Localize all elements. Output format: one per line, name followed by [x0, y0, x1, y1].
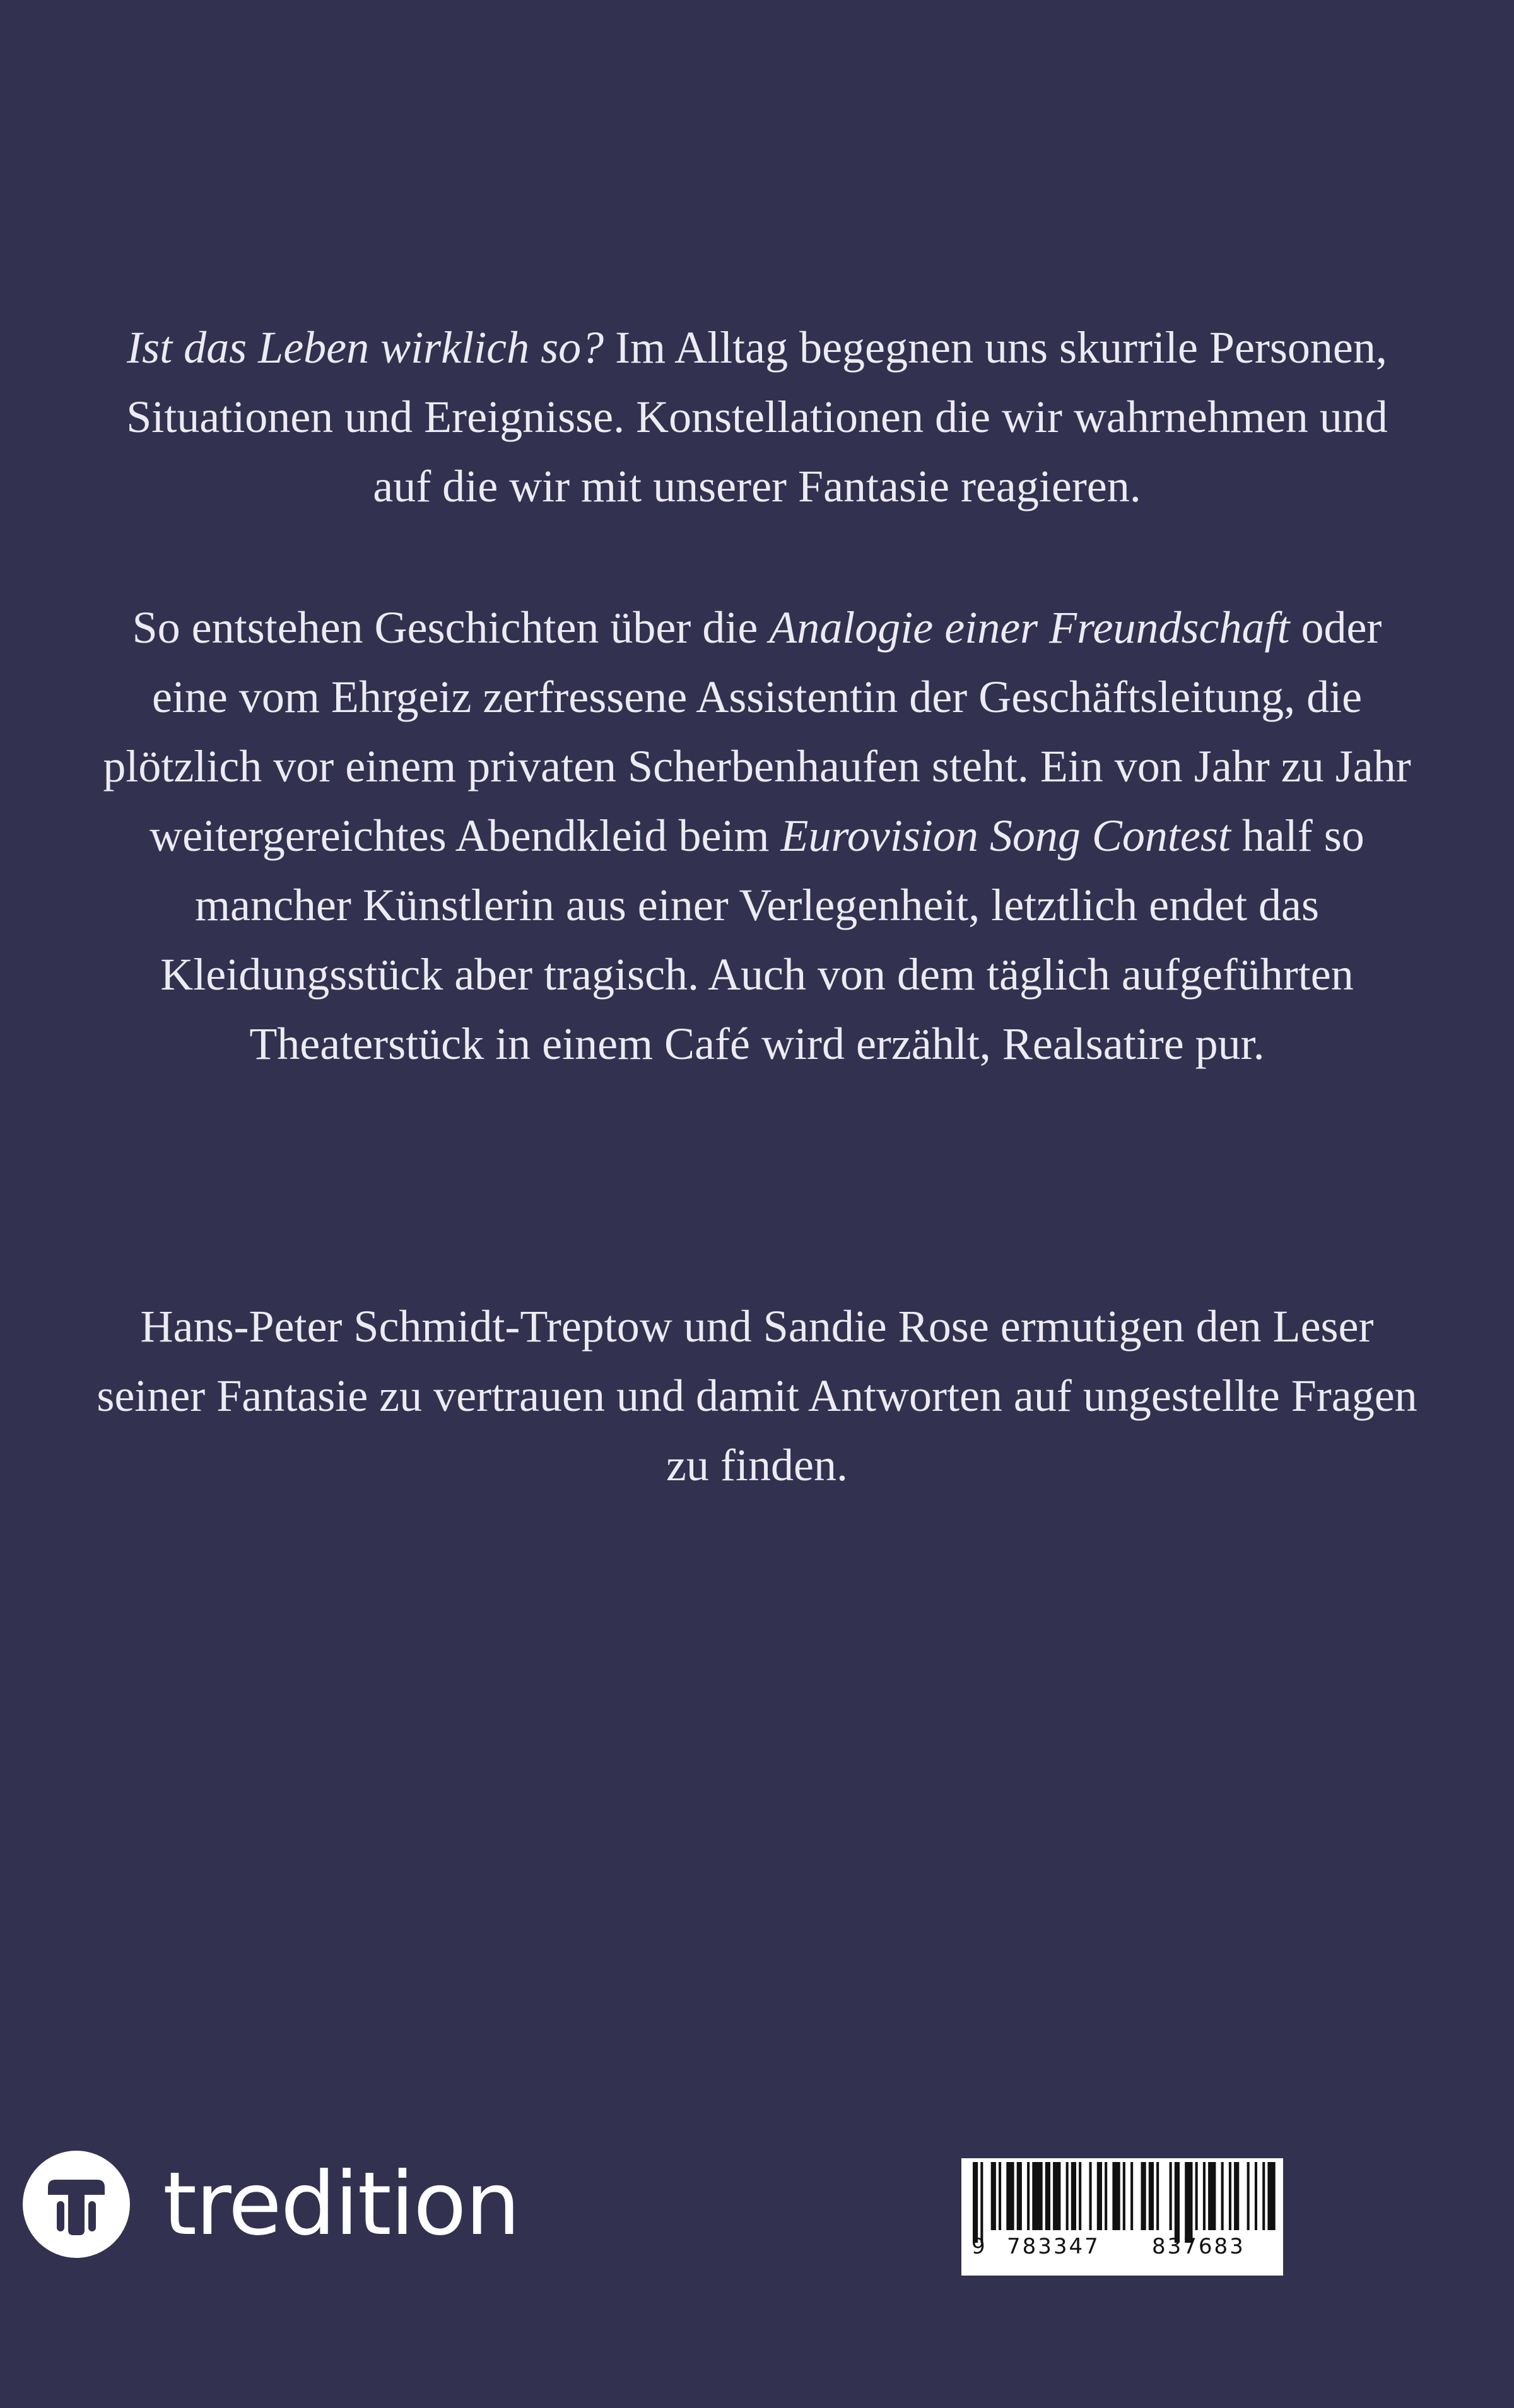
barcode-bar — [1149, 2162, 1154, 2230]
blurb-paragraph-2 — [95, 593, 1419, 1078]
barcode-bar — [1105, 2162, 1107, 2230]
barcode-bar — [991, 2162, 996, 2230]
isbn-right-group: 837683 — [1152, 2234, 1245, 2259]
barcode-bar — [1267, 2162, 1275, 2230]
barcode-bars — [969, 2162, 1276, 2243]
blurb-paragraph-2-text-b: oder eine vom Ehrgeiz zerfressene Assistentin der Geschäftsleitung, die plötzlich vor einem privaten Scherbenhaufen steht. Ein von Jahr zu Jahr weitergereichtes Abendkleid beim — [103, 602, 1411, 861]
barcode-bar — [1089, 2162, 1092, 2230]
barcode-bar — [1112, 2162, 1120, 2230]
barcode-bar — [1170, 2162, 1172, 2230]
barcode-bar — [1195, 2162, 1198, 2230]
barcode-bar — [1262, 2162, 1265, 2230]
blurb-italic-title-1: Analogie einer Freundschaft — [769, 602, 1290, 653]
isbn-barcode — [961, 2158, 1283, 2276]
blurb-paragraph-3-text: Hans-Peter Schmidt-Treptow und Sandie Rose ermutigen den Leser seiner Fantasie zu vertrauen und damit Antworten auf ungestellte Fragen zu finden. — [97, 1301, 1417, 1490]
barcode-bar — [1032, 2162, 1042, 2230]
publisher-name: tredition — [163, 2153, 519, 2255]
barcode-bar — [1130, 2162, 1133, 2230]
blurb-paragraph-3 — [95, 1292, 1419, 1500]
barcode-bar — [1185, 2162, 1192, 2243]
barcode-bar — [1175, 2162, 1180, 2243]
blurb-paragraph-1 — [95, 313, 1419, 521]
barcode-bar — [973, 2162, 978, 2243]
barcode-bar — [1141, 2162, 1146, 2230]
barcode-bar — [1045, 2162, 1050, 2230]
barcode-bar — [1006, 2162, 1014, 2230]
barcode-bar — [1066, 2162, 1069, 2230]
barcode-bar — [1079, 2162, 1081, 2230]
barcode-bar — [1234, 2162, 1239, 2230]
blurb-italic-question: Ist das Leben wirklich so? — [127, 322, 604, 373]
barcode-bar — [1123, 2162, 1125, 2230]
barcode-bar — [1203, 2162, 1206, 2230]
blurb-paragraph-2-text-a: So entstehen Geschichten über die — [132, 602, 770, 653]
blurb-paragraph-1-text: Im Alltag begegnen uns skurrile Personen, Situationen und Ereignisse. Konstellationen die wir wahrnehmen und auf die wir mit unserer Fantasie reagieren. — [126, 322, 1388, 511]
barcode-bar — [1208, 2162, 1216, 2230]
barcode-bar — [1017, 2162, 1022, 2230]
blurb-italic-title-2: Eurovision Song Contest — [780, 810, 1231, 861]
barcode-bar — [1247, 2162, 1250, 2230]
barcode-bar — [1156, 2162, 1159, 2230]
isbn-left-group: 783347 — [1007, 2234, 1100, 2259]
barcode-bar — [1053, 2162, 1060, 2230]
barcode-bar — [1221, 2162, 1224, 2230]
publisher-logo — [23, 2151, 519, 2258]
barcode-bar — [999, 2162, 1001, 2230]
barcode-bar — [1229, 2162, 1231, 2230]
tredition-t-logo-icon — [23, 2151, 130, 2258]
barcode-bar — [1255, 2162, 1257, 2230]
barcode-bar — [1027, 2162, 1030, 2230]
barcode-bar — [1071, 2162, 1076, 2230]
blurb-paragraph-2-text-c: half so mancher Künstlerin aus einer Verlegenheit, letztlich endet das Kleidungsstück aber tragisch. Auch von dem täglich aufgeführten Theaterstück in einem Café wird erzählt, Realsatire pur. — [160, 810, 1364, 1069]
isbn-first-digit: 9 — [971, 2234, 987, 2259]
barcode-bar — [980, 2162, 983, 2243]
barcode-bar — [1097, 2162, 1102, 2230]
